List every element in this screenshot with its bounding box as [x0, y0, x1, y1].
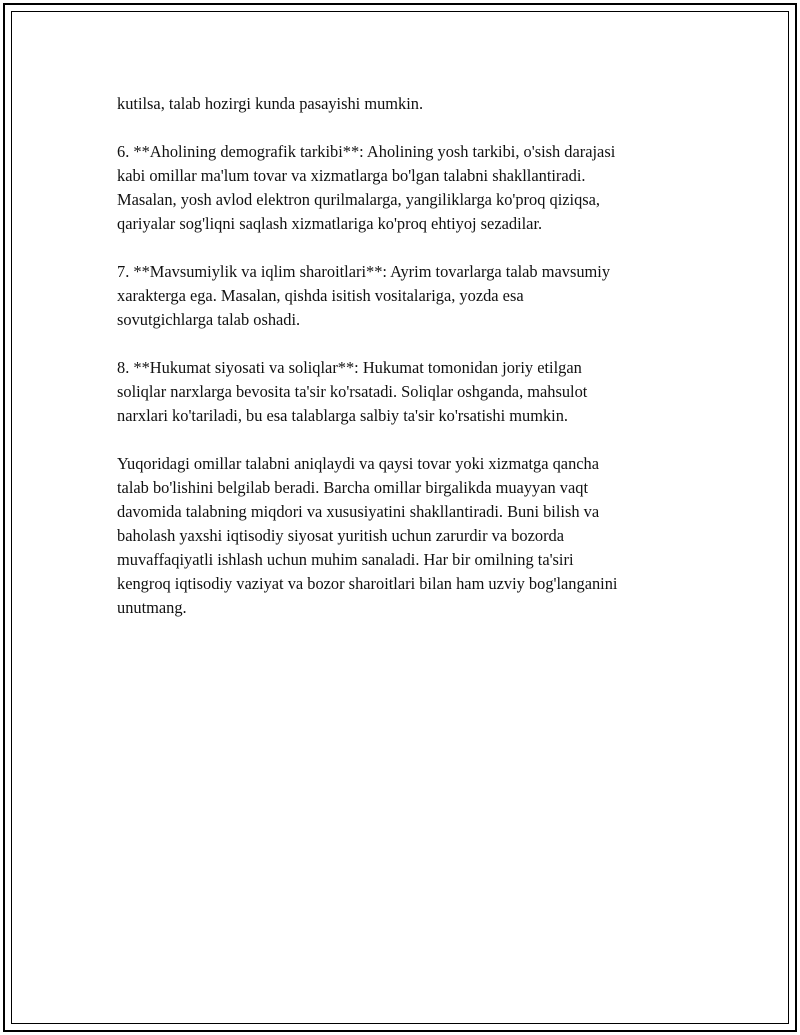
paragraph-conclusion: Yuqoridagi omillar talabni aniqlaydi va qaysi tovar yoki xizmatga qancha talab bo'lishini belgilab beradi. Barcha omillar birgalikda muayyan vaqt davomida talabning miqdori va xususiyatini shakllantiradi. Buni bilish va baholash yaxshi iqtisodiy siyosat yuritish uchun zarurdir va bozorda muvaffaqiyatli ishlash uchun muhim sanaladi. Har bir omilning ta'siri kengroq iqtisodiy vaziyat va bozor sharoitlari bilan ham uzviy bog'langanini unutmang.	[117, 454, 618, 617]
paragraph-demographic-structure: 6. **Aholining demografik tarkibi**: Aholining yosh tarkibi, o'sish darajasi kabi omillar ma'lum tovar va xizmatlarga bo'lgan talabni shakllantiradi. Masalan, yosh avlod elektron qurilmalarga, yangiliklarga ko'proq qiziqsa, qariyalar sog'liqni saqlash xizmatlariga ko'proq ehtiyoj sezadilar.	[117, 142, 616, 233]
paragraph-seasonality-climate: 7. **Mavsumiylik va iqlim sharoitlari**: Ayrim tovarlarga talab mavsumiy xarakterga ega. Masalan, qishda isitish vositalariga, yozda esa sovutgichlarga talab oshadi.	[117, 262, 611, 329]
paragraph-continuation: kutilsa, talab hozirgi kunda pasayishi mumkin.	[117, 94, 424, 113]
paragraph-government-policy-taxes: 8. **Hukumat siyosati va soliqlar**: Hukumat tomonidan joriy etilgan soliqlar narxlarga bevosita ta'sir ko'rsatadi. Soliqlar oshganda, mahsulot narxlari ko'tariladi, bu esa talablarga salbiy ta'sir ko'rsatishi mumkin.	[117, 358, 588, 425]
document-body	[117, 92, 692, 644]
